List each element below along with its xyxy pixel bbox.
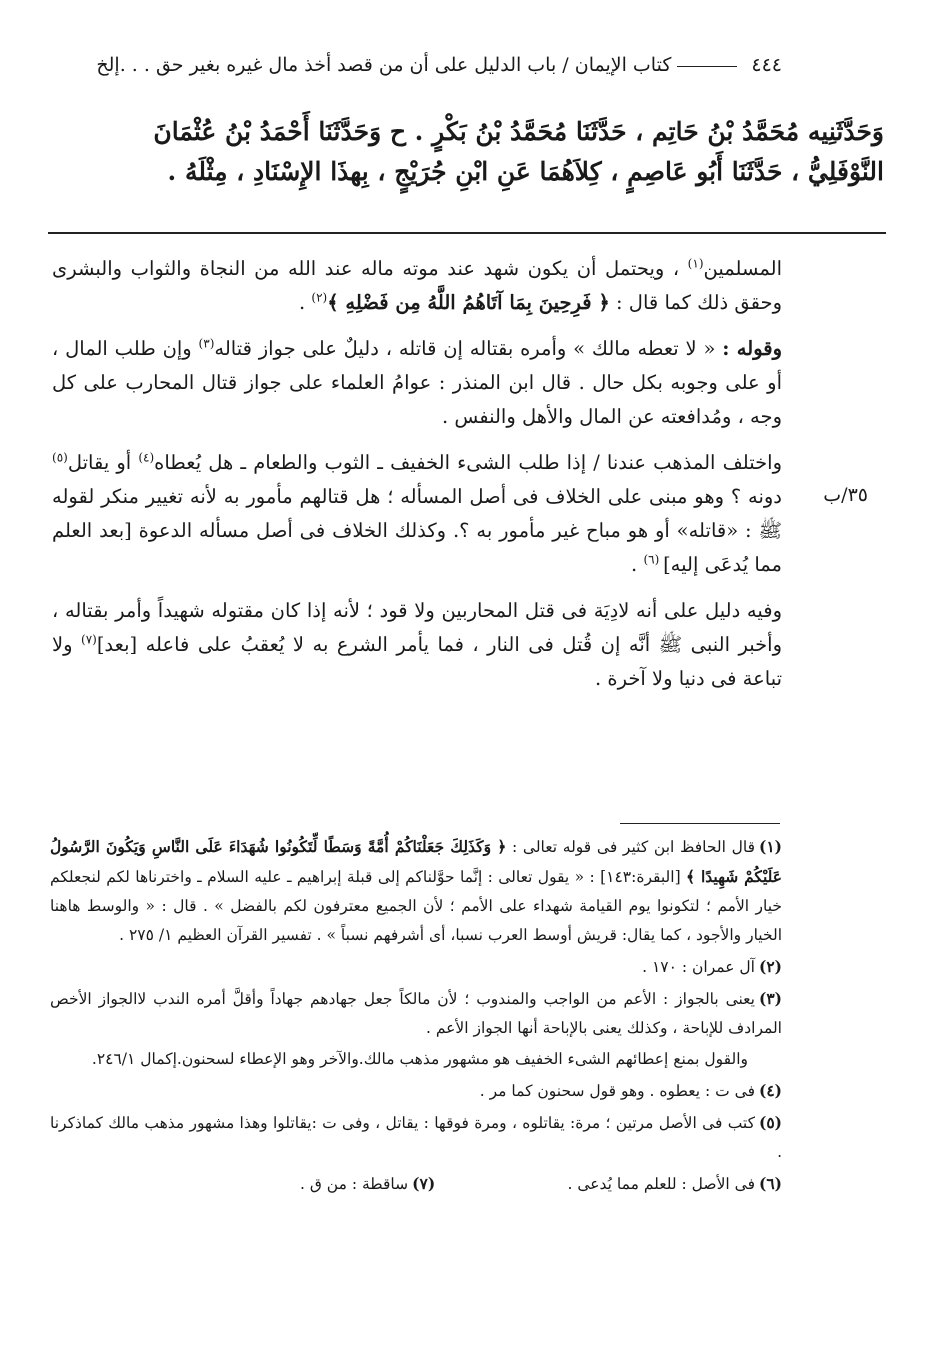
header-title: كتاب الإيمان / باب الدليل على أن من قصد أخذ مال غيره بغير حق . . .إلخ	[96, 54, 672, 76]
section-divider	[48, 232, 886, 234]
commentary	[52, 252, 782, 708]
commentary-paragraph-2	[52, 332, 782, 434]
footnote-ref-1: (١)	[687, 256, 704, 271]
footnote-ref-5: (٥)	[52, 450, 68, 465]
footnote-number: (٧)	[412, 1174, 436, 1193]
footnote-7	[300, 1169, 435, 1199]
footnote-number: (٢)	[758, 957, 782, 976]
p1-text-a: المسلمين	[703, 257, 782, 280]
p3-text-a: واختلف المذهب عندنا / إذا طلب الشىء الخفيف ـ الثوب والطعام ـ هل يُعطاه	[154, 451, 782, 474]
running-header	[52, 50, 782, 80]
commentary-paragraph-3	[52, 446, 782, 582]
footnote-ref-3: (٣)	[198, 336, 215, 351]
fn5-text: كتب فى الأصل مرتين ؛ مرة: يقاتلوه ، ومرة فوقها : يقاتل ، وفى ت :يقاتلوا وهذا مشهور مذهب مالك كماذكرنا .	[50, 1114, 782, 1161]
fn3-text: يعنى بالجواز : الأعم من الواجب والمندوب ؛ لأن مالكاً جعل جهادهم جهاداً وأقلَّ أمره الندب لاالجواز الأخص المرادف للإباحة ، وكذلك يعنى بالإباحة أنها الجواز الأعم .	[50, 990, 782, 1037]
p2-text-b: وإن طلب المال ، أو على وجوبه بكل حال . قال ابن المنذر : عوامُ العلماء على جواز قتال المحارب على كل وجه ، ومُدافعته عن المال والأهل والنفس .	[52, 337, 782, 428]
header-dash	[677, 66, 737, 67]
footnotes	[50, 832, 782, 1201]
footnote-4	[50, 1076, 782, 1106]
p4-text-a: وفيه دليل على أنه لادِيَة فى قتل المحاربين ولا قود ؛ لأنه إذا كان مقتوله شهيداً وأمر بقتاله ، وأخبر النبى ﷺ أنَّه إن قُتل فى النار ، فما يأمر الشرع به لا يُعقبُ على فاعله [بعد]	[52, 599, 782, 656]
footnotes-last-row	[50, 1169, 782, 1201]
p4-text-b: ولا تباعة فى دنيا ولا آخرة .	[52, 633, 782, 690]
fn4-text: فى ت : يعطوه . وهو قول سحنون كما مر .	[479, 1082, 755, 1100]
footnote-number: (١)	[758, 837, 782, 856]
fn6-text: فى الأصل : للعلم مما يُدعى .	[567, 1175, 755, 1193]
page-number: ٤٤٤	[751, 54, 782, 76]
p1-text-c: .	[298, 291, 312, 314]
hadith-line-2: النَّوْفَلِيُّ ، حَدَّثَنَا أَبُو عَاصِمٍ ، كِلاَهُمَا عَنِ ابْنِ جُرَيْجٍ ، بِهذَا الإِسْنَادِ ، مِثْلَهُ .	[167, 157, 884, 186]
fn1-quran: ﴿ وَكَذَلِكَ جَعَلْنَاكُمْ أُمَّةً وَسَطًا لِّتَكُونُوا شُهَدَاءَ عَلَى النَّاسِ وَيَكُونَ الرَّسُولُ عَلَيْكُمْ شَهِيدًا ﴾	[50, 837, 783, 886]
footnote-divider	[620, 823, 780, 824]
p3-text-b: أو يقاتل	[67, 451, 139, 474]
p1-text-b: ، ويحتمل أن يكون شهد عند موته ماله عند الله من النجاة والثواب والبشرى وحقق ذلك كما قال :	[52, 257, 782, 314]
p2-text-a: « لا تعطه مالك » وأمره بقتاله إن قاتله ، دليلٌ على جواز قتاله	[214, 337, 723, 360]
footnote-6	[568, 1169, 782, 1199]
footnote-number: (٦)	[758, 1174, 782, 1193]
footnote-number: (٥)	[758, 1113, 782, 1132]
footnote-ref-4: (٤)	[138, 450, 155, 465]
footnote-1	[50, 832, 782, 950]
hadith-line-1: وَحَدَّثَنِيه مُحَمَّدُ بْنُ حَاتِم ، حَدَّثَنَا مُحَمَّدُ بْنُ بَكْرٍ . ح وَحَدَّثَنَا أَحْمَدُ بْنُ عُثْمَانَ	[153, 117, 884, 146]
footnote-ref-2: (٢)	[311, 290, 328, 305]
manuscript-folio-note: ٣٥/ب	[823, 484, 868, 506]
footnote-number: (٤)	[758, 1081, 782, 1100]
fn1-text-b: [البقرة:١٤٣] : « يقول تعالى : إنَّما حوَّلناكم إلى قبلة إبراهيم ـ عليه السلام ـ واخترناها لكم لنجعلكم خيار الأمم ؛ لتكونوا يوم القيامة شهداء على الأمم ؛ لأن الجميع معترفون لكم بالفضل » . قال : « والوسط هاهنا الخيار والأجود ، كما يقال: قريش أوسط العرب نسبا، أى أشرفهم نسباً » . تفسير القرآن العظيم ١/ ٢٧٥ .	[50, 868, 782, 944]
footnote-ref-6: (٦)	[643, 552, 664, 567]
p3-text-c: دونه ؟ وهو مبنى على الخلاف فى أصل المسأله ؛ هل قتالهم مأمور به لأنه تغيير منكر لقوله ﷺ : «قاتله» أو هو مباح غير مأمور به ؟. وكذلك الخلاف فى أصل مسأله الدعوة [بعد العلم مما يُدعَى إليه]	[52, 485, 782, 576]
footnote-2	[50, 952, 782, 982]
hadith-text	[44, 112, 884, 192]
commentary-paragraph-1	[52, 252, 782, 320]
p2-lead: وقوله :	[722, 337, 783, 360]
fn2-text: آل عمران : ١٧٠ .	[642, 958, 755, 976]
footnote-3	[50, 984, 782, 1043]
fn1-text-a: قال الحافظ ابن كثير فى قوله تعالى :	[506, 838, 755, 856]
fn7-text: ساقطة : من ق .	[300, 1175, 409, 1193]
commentary-paragraph-4	[52, 594, 782, 696]
quran-quote: ﴿ فَرِحِينَ بِمَا آتَاهُمُ اللَّهُ مِن فَضْلِهِ ﴾	[327, 291, 610, 314]
footnote-number: (٣)	[758, 989, 782, 1008]
p3-text-d: .	[631, 553, 644, 576]
footnote-ref-7: (٧)	[81, 632, 97, 647]
footnote-5	[50, 1108, 782, 1167]
footnote-3-continued: والقول بمنع إعطائهم الشىء الخفيف هو مشهور مذهب مالك.والآخر وهو الإعطاء لسحنون.إكمال ٢٤٦/١.	[91, 1050, 748, 1068]
